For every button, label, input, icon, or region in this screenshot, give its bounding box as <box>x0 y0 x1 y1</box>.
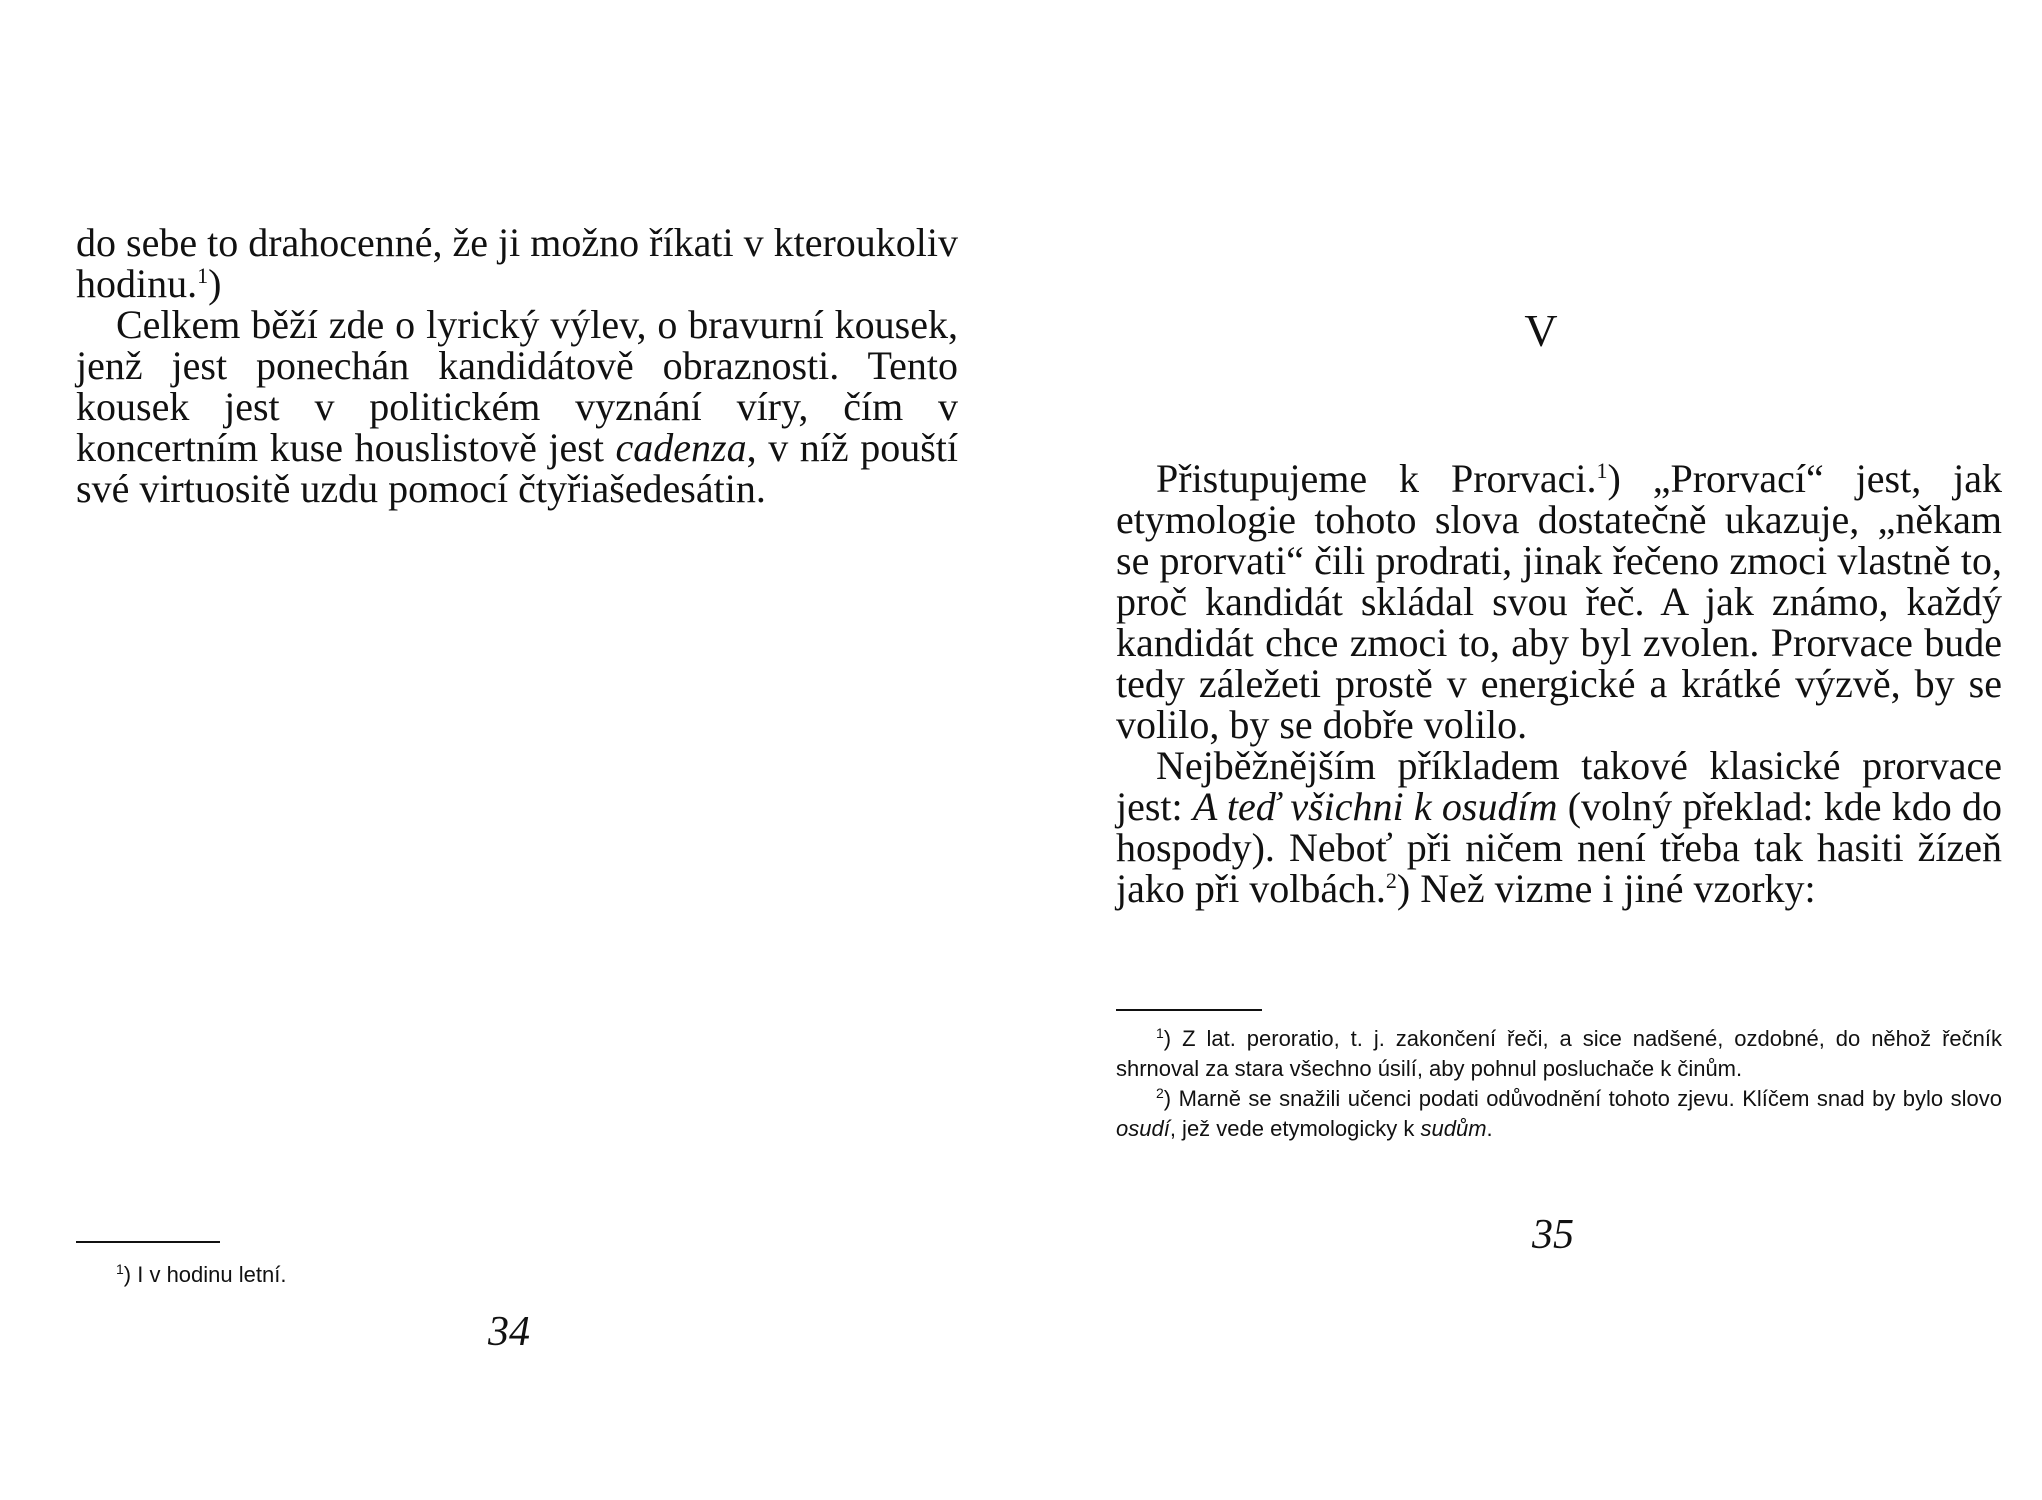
footnote <box>1116 1024 2002 1084</box>
chapter-heading: V <box>1524 305 1558 356</box>
emphasis-text: sudům <box>1420 1116 1487 1141</box>
footnote-mark: 2 <box>1156 1085 1164 1101</box>
page-number: 35 <box>1532 1212 1574 1258</box>
footnote-mark: 1 <box>116 1261 124 1277</box>
paragraph-text: Celkem běží zde o lyrický výlev, o bravurní kousek, jenž jest ponechán kandidátově obraznosti. Tento kousek jest v politickém vyznání víry, čím v koncertním kuse houslistově jest <box>76 302 958 470</box>
paragraph <box>76 222 958 304</box>
footnote-mark: 1 <box>1156 1025 1164 1041</box>
footnote-mark: 1 <box>197 263 209 288</box>
footnote-text: ) Marně se snažili učenci podati odůvodnění tohoto zjevu. Klíčem snad by bylo slovo <box>1163 1086 2002 1111</box>
paragraph-text: ) Než vizme i jiné vzorky: <box>1396 866 1816 911</box>
emphasis-text: cadenza <box>615 425 747 470</box>
paragraph-text: do sebe to drahocenné, že ji možno říkati v kteroukoliv hodinu. <box>76 220 958 306</box>
right-body-text <box>1116 458 2002 909</box>
footnote-text: . <box>1486 1116 1493 1141</box>
paragraph <box>1116 745 2002 909</box>
footnote-rule <box>76 1241 220 1243</box>
page-number: 34 <box>488 1309 530 1355</box>
paragraph-text: ) „Prorvací“ jest, jak etymologie tohoto slova dostatečně ukazuje, „někam se prorvati“ čili prodrati, jinak řečeno zmoci vlastně to, proč kandidát skládal svou řeč. A jak známo, každý kandidát chce zmoci to, aby byl zvolen. Prorvace bude tedy záležeti prostě v energické a krátké výzvě, by se volilo, by se dobře volilo. <box>1116 456 2003 747</box>
footnote <box>1116 1084 2002 1144</box>
paragraph-text: , v níž pouští své virtuositě uzdu pomocí čtyřiašedesátin. <box>76 425 958 511</box>
paragraph-text: (volný překlad: kde kdo do hospody). Neboť při ničem není třeba tak hasiti žízeň jako při volbách. <box>1116 784 2002 911</box>
right-page <box>1021 0 2042 1500</box>
paragraph <box>76 304 958 509</box>
emphasis-text: A teď všichni k osudím <box>1192 784 1558 829</box>
footnote <box>116 1260 476 1290</box>
paragraph-text: Nejběžnějším příkladem takové klasické prorvace jest: <box>1116 743 2002 829</box>
paragraph <box>1116 458 2002 745</box>
right-footnotes <box>1116 1024 2002 1144</box>
footnote-text: ) I v hodinu letní. <box>123 1262 287 1287</box>
emphasis-text: osudí <box>1116 1116 1170 1141</box>
left-body-text <box>76 222 958 509</box>
footnote-text: ) Z lat. peroratio, t. j. zakončení řeči, a sice nadšené, ozdobné, do něhož řečník shrnoval za stara všechno úsilí, aby pohnul posluchače k činům. <box>1116 1026 2002 1081</box>
paragraph-text: Přistupujeme k Prorvaci. <box>1156 456 1597 501</box>
footnote-text: , jež vede etymologicky k <box>1169 1116 1421 1141</box>
footnote-mark: 2 <box>1385 868 1397 893</box>
footnote-mark: 1 <box>1596 458 1608 483</box>
footnote-rule <box>1116 1009 1262 1011</box>
paragraph-text: ) <box>208 261 222 306</box>
left-footnotes <box>116 1260 476 1290</box>
